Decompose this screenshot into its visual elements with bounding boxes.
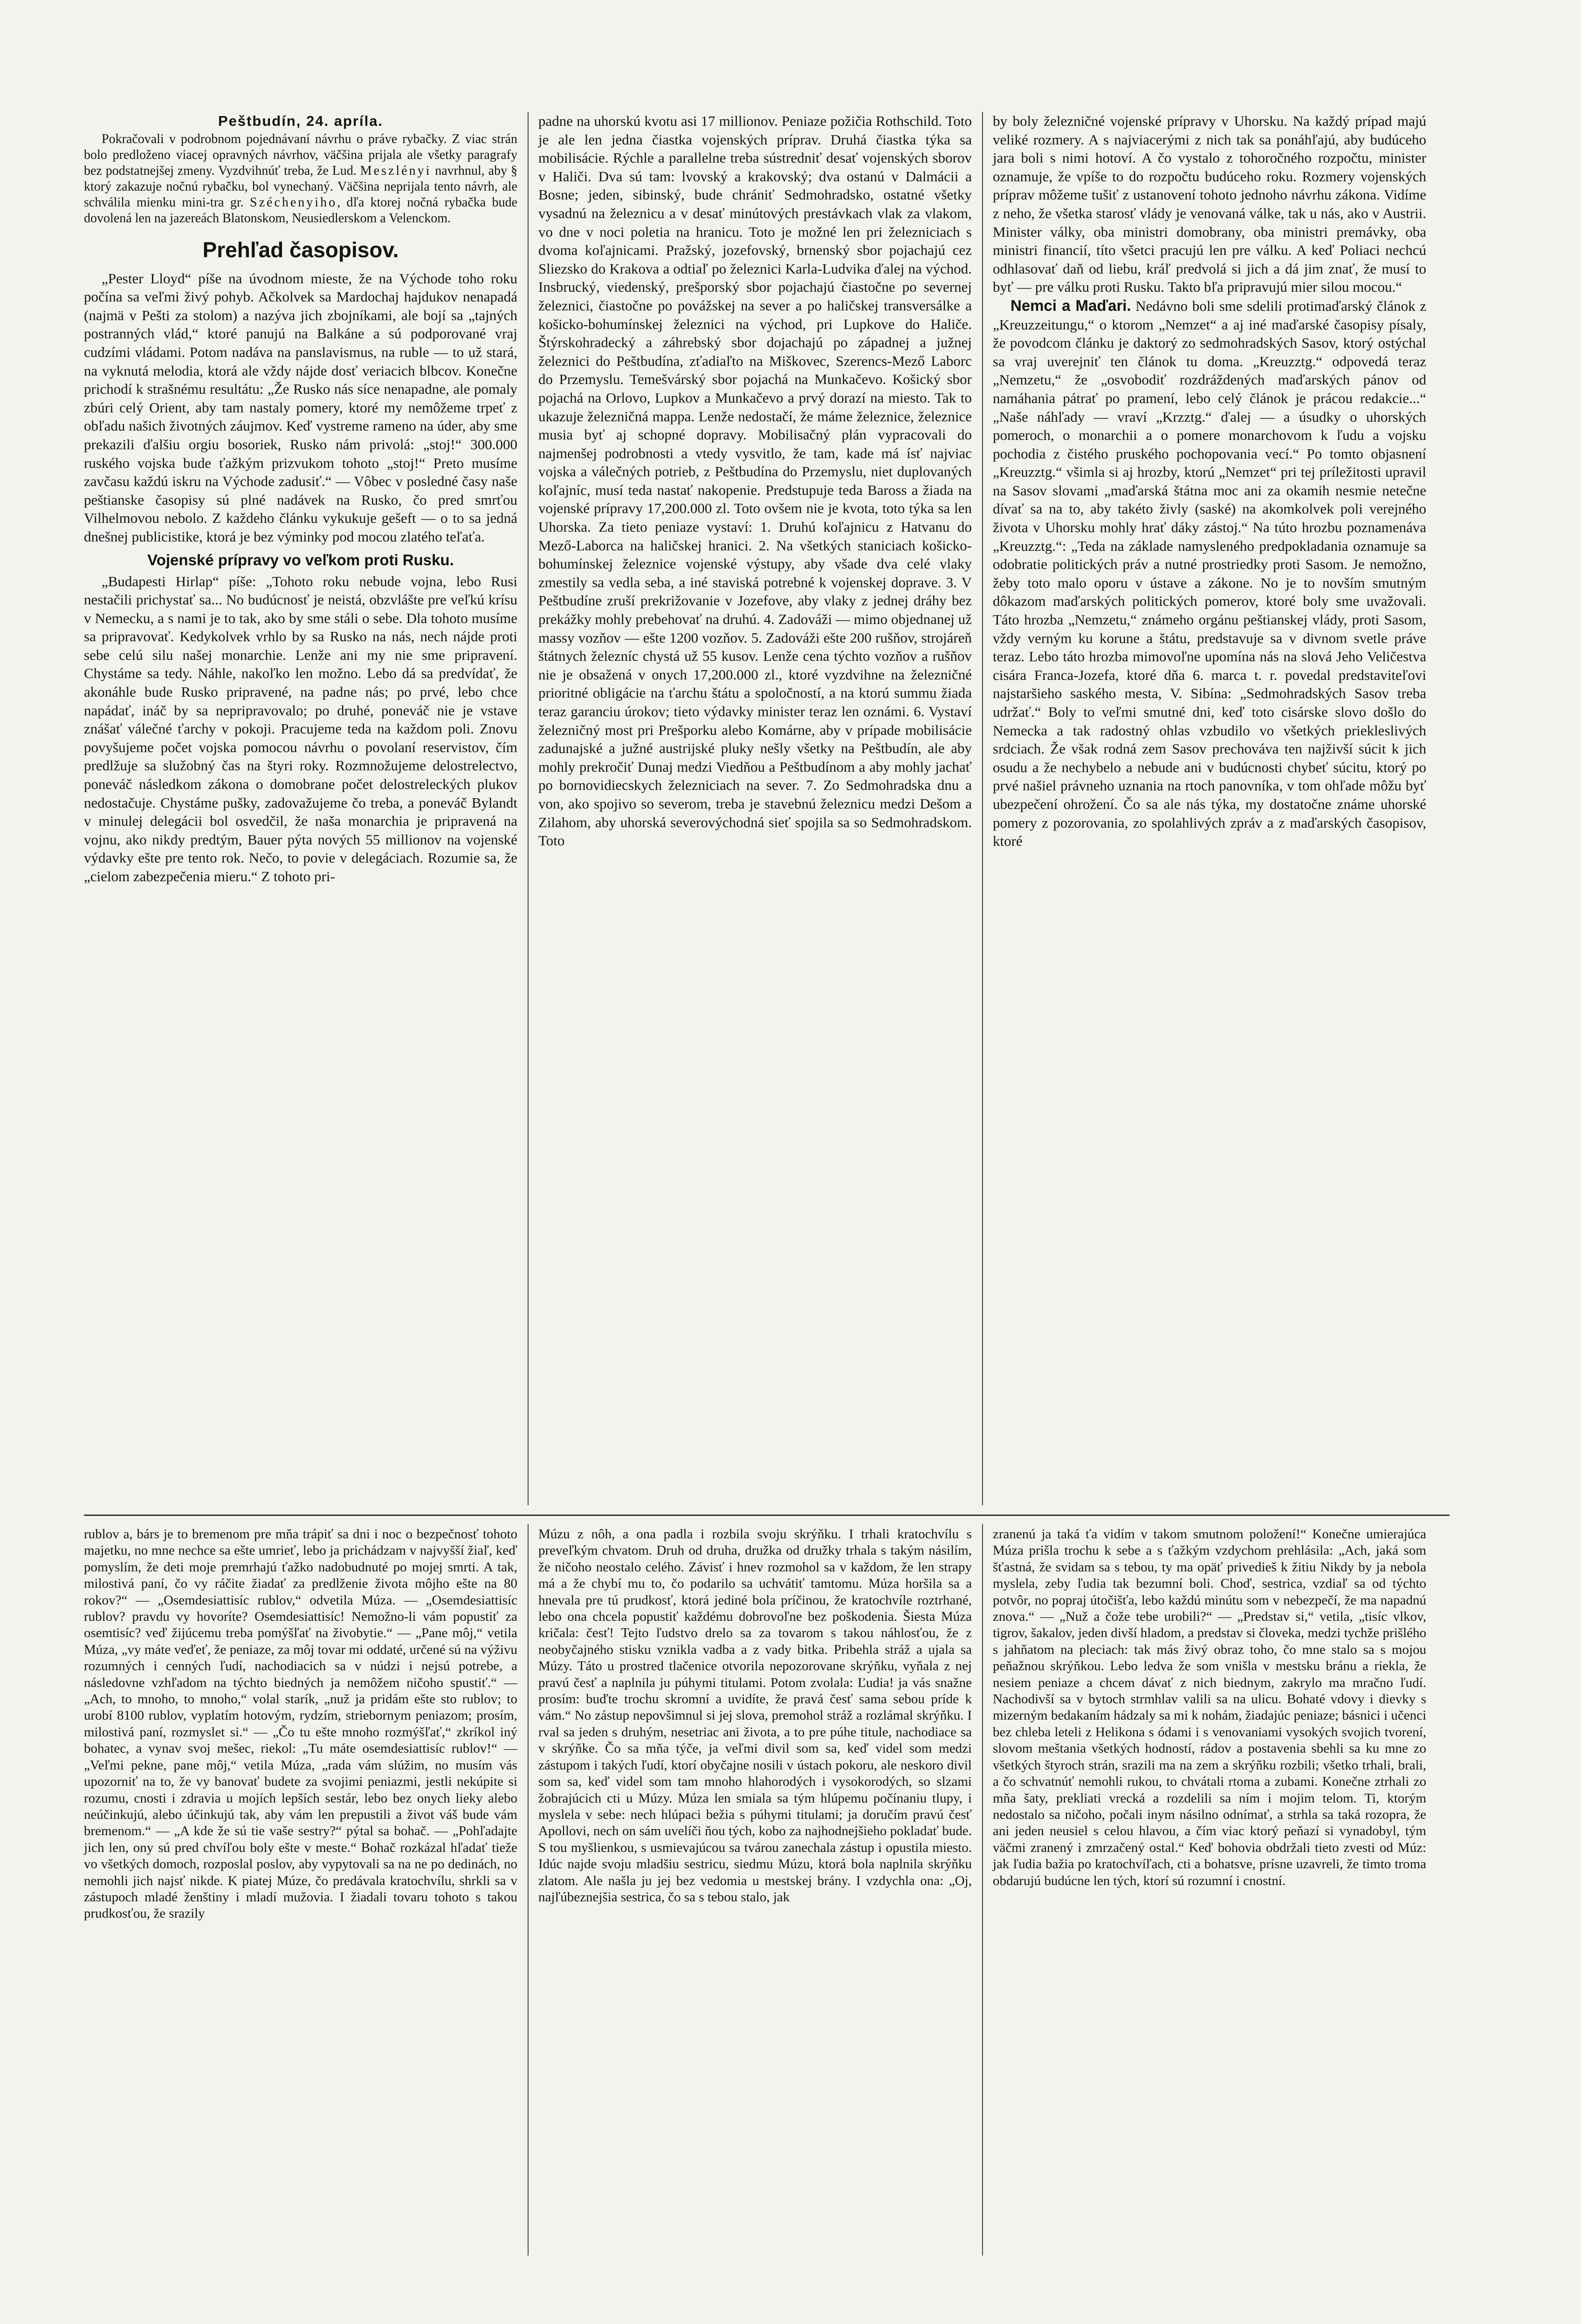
column-rule <box>982 112 983 1505</box>
feuilleton-paragraph: rublov a, bárs je to bremenom pre mňa trápiť sa dni i noc o bezpečnosť tohoto majetku, no mne nechce sa ešte umrieť, lebo ja prichádzam v najvyšší žiaľ, keď pomyslím, že deti moje premrhajú ťažko nadobudnuté po mojej smrti. A tak, milostivá paní, čo vy ráčite žiadať za predlženie života môjho ešte na 80 rokov?“ — „Osemdesiattisíc rublov,“ odvetila Múza. — „Osemdesiattisíc rublov? pravdu vy hovoríte? Osemdesiattisíc! Nemožno-li vám popustiť za osemtisíc? veď žijúcemu treba pomýšľať na živobytie.“ — „Pane môj,“ vetila Múza, „vy máte veďeť, že peniaze, za môj tovar mi oddaté, určené sú na výživu rozumných i cenných ľudí, nachodiacich sa v núdzi i nejsú potrebe, a následovne vzhľadom na týchto biedných ja nemôžem ničoho spustiť.“ — „Ach, to mnoho, to mnoho,“ volal starík, „nuž ja pridám ešte sto rublov; to urobí 8100 rublov, vyplatím hotovým, rydzím, striebornym peniazom; prosím, milostivá paní, rozmyslet si.“ — „Čo tu ešte mnoho rozmýšľať,“ zkríkol iný bohatec, a vynav svoj mešec, riekol: „Tu máte osemdesiattisíc rublov!“ — „Veľmi pekne, pane môj,“ vetila Múza, „rada vám slúžim, no musím vás upozorniť na to, že vy banovať budete za svojimi peniazmi, jestli nekúpite si rozumu, cnosti i zdravia u mojích lepších sestár, lebo bez onych lieky alebo neúčinkujú, alebo účinkujú tak, aby vám len prepustili a život váš bude vám bremenom.“ — „A kde že sú tie vaše sestry?“ pýtal sa bohač. — „Pohľadajte jich len, ony sú pred chvíľou boly ešte v meste.“ Bohač rozkázal hľadať tieže vo všetkých domoch, rozposlal poslov, aby vypytovali sa na ne po dedinách, no nemohli jich najsť nikde. K piatej Múze, čo predávala kratochvílu, shrkli sa v zástupoch mladé ženštiny i mladí mužovia. I žiadali tovaru tohoto s takou prudkosťou, že srazily <box>84 1527 517 1921</box>
feuilleton-paragraph: zranenú ja taká ťa vidím v takom smutnom položení!“ Konečne umierajúca Múza prišla trochu k sebe a s ťažkým vzdychom prehlásila: „Ach, jaká som šťastná, že svidam sa s tebou, ty ma opäť privedieš k žitiu Nikdy by ja nebola myslela, zeby ľudia tak bezumní boli. Choď, sestrica, vzdiaľ sa od týchto potvôr, no popraj útočišťa, lebo každú minútu som v nebezpečí, že ma napadnú znova.“ — „Nuž a čože tebe urobili?“ — „Predstav si,“ vetila, „tisíc vlkov, tigrov, šakalov, jeden divší hladom, a predstav si človeka, medzi tychže prišlého s jahňatom na pleciach: tak más živý obraz toho, čo mne stalo sa s mojou peňažnou skrýňkou. Lebo ledva že som vnišla v mestsku bránu a riekla, že nesiem peniaze a chcem dávať z nich biednym, zakrylo ma mračno ľudí. Nachodivší sa v bytoch strmhlav valili sa na ulicu. Bohaté vdovy i dievky s mizerným bedakaním hádzaly sa mi k nohám, žiadajúc peniaze; básnici i učenci bez chleba leteli z Helikona s ódami i s venovaniami vysokých svojich tvorení, slovom meštania všetkých hodností, rádov a postavenia sbehli sa ku mne zo všetkých štyroch strán, srazili ma na zem a skrýňku rozbili; všetko trhali, brali, a čo schvatnúť nemohli rukou, to chvátali rtoma a zubami. Konečne ztrhali zo mňa šaty, prekliati vrecká a rozdelili sa ním i mojim telom. Ti, ktorým nedostalo sa ničoho, počali inym násilno odnímať, a strhla sa taká rozopra, že ani jeden neusiel s celou hlavou, a čím viac ktorý peňazí si vynadobyl, tým väčmi zranený i zmrzačený ostal.“ Keď bohovia obdržali tieto zvesti od Múz: jak ľudia bažia po kratochvíľach, cti a bohatsve, prísne uzavreli, že timto troma obdarujú budúcne len tých, ktorí sú rozumní i cnostní. <box>993 1527 1426 1888</box>
article-paragraph: „Pester Lloyd“ píše na úvodnom mieste, že na Východe toho roku počína sa veľmi živý pohyb. Ačkolvek sa Mardochaj hajdukov nenapadá (najmä v Pešti za stolom) a nazýva jich zbojníkami, ale bojí sa „tajných postranných vlád,“ ktoré panujú na Balkáne a sú podporované vraj cudzími vládami. Potom nadáva na panslavismus, na ruble — to už stará, na vyknutá melodia, ktorá ale vždy nájde dosť veriacich blbcov. Konečne prichodí k strašnému resultátu: „Že Rusko nás síce nenapadne, ale pomaly zbúri celý Orient, aby tam nastaly pomery, ktoré my nemôžeme trpeť z obľadu našich životných záujmov. Keď vystreme rameno na úder, aby sme prekazili ďalšiu orgiu bosoriek, Rusko nám privolá: „stoj!“ 300.000 ruského vojska bude ťažkým prizvukom tohoto „stoj!“ Preto musíme zavčasu každú iskru na Východe zadusiť.“ — Vôbec v posledné časy naše peštianske časopisy sú plné nadávek na Rusko, čo pred smrťou Vilhelmovou nebolo. Z každeho článku vykukuje gešeft — o to sa jedná dnešnej publicistike, ktorá je bez výminky pod mocou zlatého teľaťa. <box>84 270 517 545</box>
person-name: Széchenyiho <box>250 195 337 210</box>
column-rule <box>982 1524 983 2255</box>
article-title: Nemci a Maďari. <box>1010 296 1131 314</box>
report-text: navrhnul, aby § ktorý zakazuje nočnú rybačku, bol vynechaný. Väčšina neprijala tento návrh, ale schválila mienku mini-tra gr. <box>84 163 517 210</box>
column-2 <box>538 112 972 850</box>
article-text: Nedávno boli sme sdelili protimaďarský článok z „Kreuzzeitungu,“ o ktorom „Nemzet“ a aj iné maďarské časopisy písaly, že povodcom článku je daktorý zo sedmohradských Sasov, ktorý ostýchal sa vraj uverejniť ten článok tu doma. „Kreuzztg.“ odpovedá teraz „Nemzetu,“ že „osvobodiť rozdráždených maďarských pánov od namáhania pátrať po pramení, lebo celý článok je prácou redakcie...“ „Naše náhľady — vraví „Krzztg.“ ďalej — a úsudky o uhorských pomeroch, o monarchii a o pomere monarchovom k ľudu a vojsku pochodia z čistého pruského pochopovania vecí.“ Po tomto objasnení „Kreuzztg.“ všimla si aj hrozby, ktorú „Nemzet“ pri tej príležitosti upravil na Sasov slovami „maďarská štátna moc ani za okamih nesmie netečne dívať sa na to, aby takéto živly (saské) na akomkolvek poli verejného života v Uhorsku mohly hrať dáky zástoj.“ Na túto hrozbu poznamenáva „Kreuzztg.“: „Teda na základe namysleného predpokladania oznamuje sa odobratie politických práv a nutné prostriedky proti Sasom. Je nemožno, žeby toto malo oporu v ústave a zákone. No je to novším smutným dôkazom maďarských politických pomerov, ktoré boly sme uvažovali. Táto hrozba „Nemzetu,“ známeho orgánu peštianskej vlády, proti Sasom, vždy verným ku korune a štátu, predstavuje sa v divnom svetle práve teraz. Lebo táto hrozba mimovoľne upomína nás na slová Jeho Veličestva cisára Franca-Jozefa, ktoré dňa 6. marca t. r. povedal predstaviteľovi najstaršieho saského mesta, V. Sibína: „Sedmohradských Sasov treba udržať.“ Boly to veľmi smutné dni, keď toto cisárske slovo došlo do Nemecka a tak radostný ohlas vzbudilo vo všetkých priekleslivých srdciach. Že však rodná zem Sasov prechováva ten najživší súcit k jich osudu a že nechybelo a nebude ani v budúcnosti chybeť súcitu, ktorý po prvé našiel právneho uznania na rtoch panovníka, v tom ohľade môžu byť ubezpečení ohrožení. Čo sa ale nás týka, my dostatočne známe uhorské pomery z pozorovania, zo spolahlivých zpráv a z maďarských časopisov, ktoré <box>993 297 1426 850</box>
article-paragraph: „Budapesti Hirlap“ píše: „Tohoto roku nebude vojna, lebo Rusi nestačili prichystať sa... No budúcnosť je neistá, obzvlášte pre veľkú krísu v Nemecku, a s nami je to tak, ako by sme stáli o sebe. Dla tohoto musíme sa pripravovať. Kedykolvek vrhlo by sa Rusko na nás, nech nájde proti sebe celú silu našej monarchie. Lenže ani my nie sme pripravení. Chystáme sa tedy. Náhle, nakoľko len možno. Lebo dá sa predvídať, že akonáhle bude Rusko pripravené, na padne nás; po prvé, lebo chce napádať, ináč by sa nepripravovalo; po druhé, poneváč nie je vstave znášať válečné ťarchy v pokoji. Pracujeme teda na každom poli. Znovu povyšujeme počet vojska pomocou návrhu o povolaní reservistov, čím predlžuje sa služobný čas na štyri roky. Rozmnožujeme delostrelectvo, poneváč následkom zákona o domobrane počet delostreleckých plukov nedostačuje. Chystáme pušky, zadovažujeme čo treba, a poneváč Bylandt v minulej delegácii bol osvedčil, že naša monarchia je pripravená na vojnu, ako nikdy predtým, Bauer pýta nových 55 millionov na vojenské výdavky ešte pre tento rok. Nečo, to povie v delegáciach. Rozumie sa, že „cielom zabezpečenia mieru.“ Z tohoto pri- <box>84 573 517 884</box>
article-paragraph: by boly železničné vojenské prípravy v Uhorsku. Na každý prípad majú veliké rozmery. A s najviacerými z nich tak sa ponáhľajú, aby budúceho jara boli s nimi hotoví. A čo vystalo z tohoročného rozpočtu, minister oznamuje, že vpíše to do rozpočtu budúceho roku. Rozmery vojenských príprav môžeme tušiť z ustanovení tohoto jednoho návrhu zákona. Vidíme z neho, že všetka starosť vlády je venovaná válke, tak u nás, ako v Austrii. Minister války, oba ministri domobrany, oba ministri premávky, oba ministri financií, títo všetci pracujú len pre válku. A keď Poliaci nechcú odhlasovať daň od liebu, kráľ predvolá si jich a dá jim znať, že musí to byť — pre válku proti Rusku. Takto bľa pripravujú mier silou mocou.“ <box>993 113 1426 295</box>
feuilleton-column-1 <box>84 1526 517 1922</box>
dateline: Peštbudín, 24. apríla. <box>218 113 384 129</box>
column-rule <box>528 1524 529 2255</box>
column-3 <box>993 112 1426 850</box>
section-title: Prehľad časopisov. <box>202 237 399 262</box>
feuilleton-column-2 <box>538 1526 972 1906</box>
feuilleton-paragraph: Múzu z nôh, a ona padla i rozbila svoju skrýňku. I trhali kratochvílu s preveľkým chvatom. Druh od druha, družka od družky trhala s takým násilím, že ničoho neostalo celého. Závisť i hnev rozmohol sa v každom, že len strapy má a že chybí mu to, čo podarilo sa uchvátiť tamtomu. Múza horšila sa a hnevala pre tú prudkosť, ktorá jediné bola príčinou, že kratochvíle roztrhané, lebo ona chcela popustiť každému dobrovoľne bez poškodenia. Šiesta Múza kričala: česť! Tejto ľudstvo drelo sa za tovarom s takou náhlosťou, že z neobyčajného stisku vznikla vadba a z vady bitka. Pribehla stráž a ujala sa Múzy. Táto u prostred tlačenice otvorila nepozorovane skrýňku, vyňala z nej pravú česť a naplnila ju púhymi titulami. Potom zvolala: Ľudia! ja vás snažne prosím: buďte trochu skromní a uvidíte, že pravá česť sama sebou príde k vám.“ No zástup nepovšimnul si jej slova, premohol stráž a rozlámal skrýňku. I rval sa jeden s druhým, nesetriac ani života, a to pre púhe titule, nachodiace sa v skrýňke. Čo sa mňa týče, ja veľmi divil som sa, keď videl som medzi zástupom i takých ľudí, ktorí obyčajne nosili v ústach pokoru, ale neskoro divil som sa, keď videl som tam mnoho hlahorodých i vysokorodých, so slzami žobrajúcich cti u Múzy. Múza len smiala sa tým hlúpemu počínaniu tlupy, i myslela v sebe: nech hlúpaci bežia s púhymi titulami; ja doručím pravú česť Apollovi, nech on sám uvelíči ňou tých, kobo za najhodnejšieho pokladať bude. S tou myšlienkou, s usmievajúcou sa tvárou zanechala zástup i opustila miesto. Idúc najde svoju mladšiu sestricu, siedmu Múzu, ktorá bola naplnila skrýňku zlatom. Ale našla ju jej bez vedomia u mestskej brány. I vzdychla ona: „Oj, najľúbeznejšia sestrica, čo sa s tebou stalo, jak <box>538 1527 972 1905</box>
report-text: Pokračovali v podrobnom pojednávaní návrhu o práve rybačky. Z viac strán bolo predloženo viacej opravných návrhov, väčšina prijala ale všetky paragrafy bez podstatnejšej zmeny. Vyzdvihnúť treba, že Lud. <box>84 131 517 178</box>
newspaper-page <box>84 98 1450 2265</box>
article-paragraph: padne na uhorskú kvotu asi 17 millionov. Peniaze požičia Rothschild. Toto je ale len jedna čiastka vojenských príprav. Druhá čiastka týka sa mobilisácie. Rýchle a parallelne treba sústredniť desať vojenských sborov v Haliči. Dva sú tam: lvovský a krakovský; dva ostanú v Dalmácii a Bosne; jeden, sibinský, bude chrániť Sedmohradsko, ostatné všetky vysadnú na železnicu a v desať minútových prestávkach vlak za vlakom, vo dne v noci poletia na hranicu. Toto je možné len pri železniciach s dvoma koľajnicami. Pražský, jozefovský, brnenský sbor pojachajú cez Sliezsko do Krakova a odtiaľ po železnici Karla-Ludvika ďalej na východ. Insbrucký, viedenský, prešporský sbor pojachajú čiastočne po severnej železnici, čiastočne po povážskej na sever a po haličskej transversálke a košicko-bohumínskej železnici na východ, pri Lupkove do Haliče. Štýrskohradecký a záhrebský sbor dojachajú po západnej a južnej železnici do Peštbudína, zťadiaľto na Miškovec, Szerencs-Mező Laborc do Przemyslu. Temešvárský sbor pojachá na Munkačevo. Košický sbor pojachá na Orlovo, Lupkov a Munkačevo a prvý dorazí na miesto. Tak to ukazuje železničná mappa. Lenže nedostačí, že máme železnice, železnice musia byť aj schopné dopravy. Mobilisačný plán vypracovali do najmenšej podrobnosti a vtedy vysvitlo, že tam, kade má ísť najviac vojska a válečných potrieb, z Peštbudína do Przemyslu, niet duplovaných koľajníc, musí teda nastať nakopenie. Predstupuje teda Baross a žiada na vojenské prípravy 17,200.000 zl. Toto ovšem nie je kvota, toto týka sa len Uhorska. Za tieto peniaze vystaví: 1. Druhú koľajnicu z Hatvanu do Mező-Laborca na haličskej hranici. 2. Na všetkých staniciach košicko-bohumínskej železnice vojenské výstupy, aby všade dva celé vlaky zmestily sa vedla seba, a iné staviská potrebné k vojenskej doprave. 3. V Peštbudíne zruší prekrižovanie v Jozefove, aby vlaky z jednej dráhy bez prekážky mohly prebehovať na druhú. 4. Zadováži — mimo objednanej už massy vozňov — ešte 1200 vozňov. 5. Zadováži ešte 200 rušňov, strojáreň štátnych železníc chystá už 55 kusov. Lenže cena týchto vozňov a rušňov nie je obsažená v onych 17,200.000 zl., ktoré vyzdvihne na železničné prioritné obligácie na ťarchu štátu a spoločností, a na ktorú summu žiada teraz garanciu úrokov; tieto výdavky minister teraz len oznámi. 6. Vystaví železničný most pri Prešporku alebo Komárne, aby v prípade mobilisácie zadunajské a južné austrijské pluky nešly všetky na Peštbudín, ale aby mohly prekročiť Dunaj medzi Viedňou a Peštbudínom a aby mohly jachať po bornovidiecskych železniciach na sever. 7. Zo Sedmohradska dnu a von, ako spojivo so severom, treba je stavebnú železnicu medzi Dešom a Zilahom, aby uhorská severovýchodná sieť spojila sa so Sedmohradskom. Toto <box>538 113 972 849</box>
column-rule <box>528 112 529 1505</box>
article-paragraph <box>993 296 1426 850</box>
feuilleton-column-3 <box>993 1526 1426 1889</box>
person-name: Meszlényi <box>360 163 432 178</box>
parliament-report <box>84 131 517 226</box>
column-1 <box>84 112 517 886</box>
feuilleton-rule <box>84 1515 1450 1516</box>
report-text: , dľa ktorej nočná rybačka bude dovolená len na jazereách Blatonskom, Neusiedlerskom a Velenckom. <box>84 195 517 226</box>
article-title: Vojenské prípravy vo veľkom proti Rusku. <box>147 551 454 569</box>
